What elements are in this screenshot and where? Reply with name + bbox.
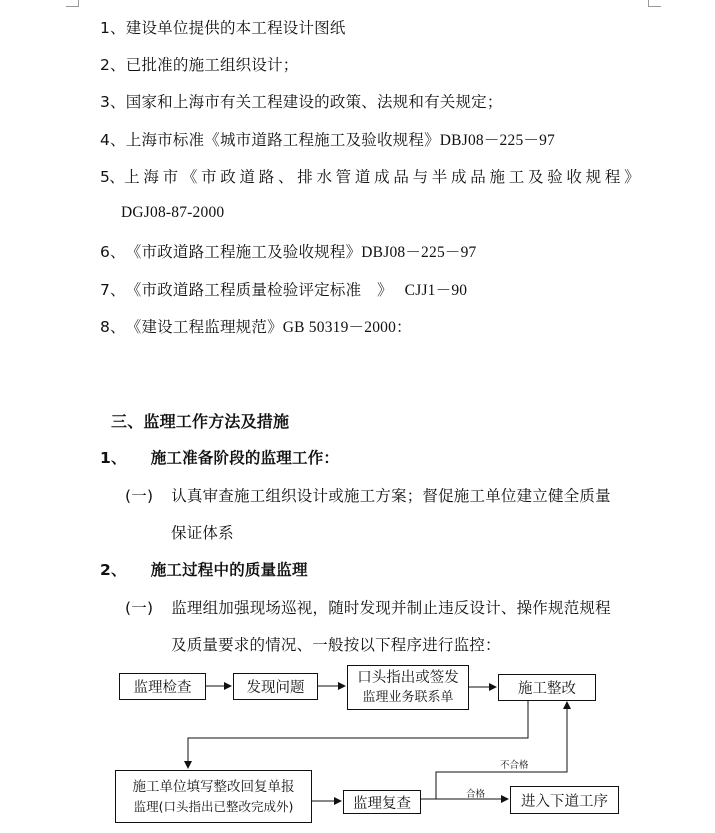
- list-text: 上海市标准《城市道路工程施工及验收规程》: [125, 131, 440, 149]
- subsection-title: 施工准备阶段的监理工作：: [150, 449, 340, 467]
- standard-code: DBJ08－225－97: [439, 132, 555, 149]
- list-text: 《建设工程监理规范》: [125, 318, 283, 336]
- flow-box-notice: [347, 665, 469, 710]
- flow-box-recheck: 监理复查: [343, 790, 421, 814]
- list-number: 7、: [100, 281, 126, 299]
- standard-code: GB 50319－2000：: [282, 319, 412, 336]
- flow-box-text: 口头指出或签发: [357, 669, 459, 686]
- list-text: 国家和上海市有关工程建设的政策、法规和有关规定；: [125, 93, 503, 111]
- flow-box-next: 进入下道工序: [510, 786, 619, 814]
- flow-box-text: 监理(口头指出已整改完成外): [133, 798, 294, 814]
- section-heading: 三、监理工作方法及措施: [111, 412, 290, 431]
- list-number: 4、: [100, 131, 126, 149]
- list-number: 8、: [100, 318, 126, 336]
- list-text: 《市政道路工程质量检验评定标准 》: [125, 281, 393, 299]
- paragraph-continuation: 及质量要求的情况、一般按以下程序进行监控：: [171, 636, 501, 654]
- paragraph-number: (一): [125, 487, 154, 505]
- subsection-number: 2、: [100, 561, 127, 579]
- label-fail: 不合格: [500, 760, 529, 771]
- list-text: 建设单位提供的本工程设计图纸: [125, 19, 346, 37]
- flow-box-text: 施工单位填写整改回复单报: [132, 778, 295, 795]
- list-number: 3、: [100, 93, 126, 111]
- list-text: 上 海 市 《 市 政 道 路 、 排 水 管 道 成 品 与 半 成 品 施 工 及 验 收 规 程 》: [124, 168, 639, 186]
- paragraph-text: 认真审查施工组织设计或施工方案；督促施工单位建立健全质量: [171, 487, 611, 505]
- list-number: 5、: [100, 168, 125, 186]
- arrow-rectify-to-reply: [188, 700, 528, 768]
- subsection-title: 施工过程中的质量监理: [150, 561, 308, 579]
- flow-box-text: 监理业务联系单: [362, 689, 454, 705]
- standard-code: DBJ08－225－97: [361, 244, 477, 261]
- flow-box-rectify: 施工整改: [498, 674, 596, 701]
- standard-code: DGJ08-87-2000: [121, 204, 225, 221]
- flow-box-find: 发现问题: [233, 673, 318, 700]
- standard-code: CJJ1－90: [404, 282, 468, 299]
- paragraph-number: (一): [125, 599, 154, 617]
- paragraph-text: 监理组加强现场巡视，随时发现并制止违反设计、操作规范规程: [171, 599, 611, 617]
- list-text: 《市政道路工程施工及验收规程》: [125, 243, 362, 261]
- list-number: 6、: [100, 243, 126, 261]
- list-text: 已批准的施工组织设计；: [125, 56, 299, 74]
- list-number: 1、: [100, 19, 126, 37]
- arrow-fail: [436, 702, 567, 799]
- paragraph-continuation: 保证体系: [171, 524, 234, 542]
- label-pass: 合格: [466, 789, 486, 800]
- flow-box-reply: [115, 770, 312, 823]
- subsection-number: 1、: [100, 449, 127, 467]
- list-number: 2、: [100, 56, 126, 74]
- flow-box-check: 监理检查: [119, 673, 206, 700]
